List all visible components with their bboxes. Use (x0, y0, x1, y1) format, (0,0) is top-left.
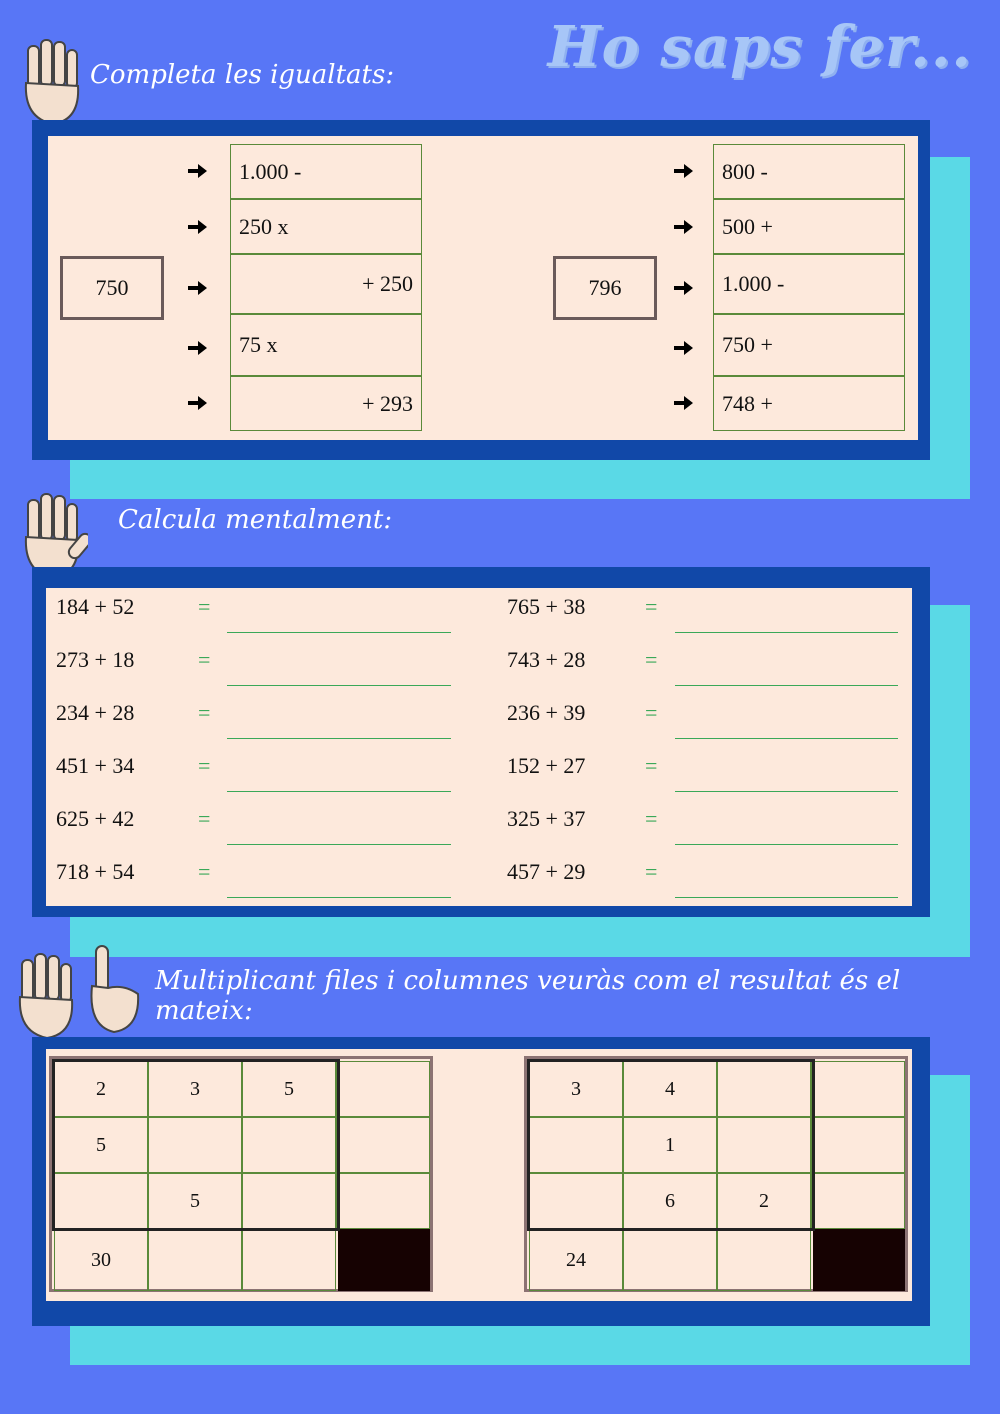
page-title: Ho saps fer... (547, 14, 972, 80)
arrow-right-icon (672, 340, 694, 356)
arrow-right-icon (186, 280, 208, 296)
multiplication-grid (524, 1056, 908, 1292)
grid-cell[interactable] (148, 1117, 242, 1173)
cell-text: 500 + (722, 213, 773, 239)
answer-line[interactable] (675, 738, 898, 739)
equals-sign: = (198, 700, 211, 725)
equals-sign: = (198, 753, 211, 778)
right-start-box: 796 (553, 256, 657, 320)
grid-cell: 5 (148, 1173, 242, 1229)
equals-sign: = (198, 647, 211, 672)
expression-left: 273 + 18 (56, 647, 135, 672)
grid-cell[interactable] (623, 1229, 717, 1291)
grid-cell[interactable] (148, 1229, 242, 1291)
cell-text: 750 + (722, 332, 773, 357)
expression-right: 743 + 28 (507, 647, 586, 672)
grid-cell[interactable] (811, 1117, 905, 1173)
left-answer-cell[interactable] (230, 314, 422, 376)
blank-corner-cell (338, 1229, 430, 1291)
grid-cell[interactable] (717, 1117, 811, 1173)
grid-cell[interactable] (529, 1173, 623, 1229)
right-answer-cell[interactable] (713, 376, 905, 431)
multiplication-grid (49, 1056, 433, 1292)
arrow-right-icon (672, 395, 694, 411)
left-answer-cell[interactable] (230, 376, 422, 431)
expression-right: 152 + 27 (507, 753, 586, 778)
answer-line[interactable] (675, 897, 898, 898)
equals-sign: = (645, 647, 658, 672)
grid-cell[interactable] (717, 1229, 811, 1291)
equals-sign: = (198, 859, 211, 884)
expression-left: 718 + 54 (56, 859, 135, 884)
answer-line[interactable] (227, 844, 451, 845)
answer-line[interactable] (227, 791, 451, 792)
cell-text: 800 - (722, 158, 768, 184)
answer-line[interactable] (675, 632, 898, 633)
answer-line[interactable] (227, 632, 451, 633)
grid-cell[interactable] (811, 1173, 905, 1229)
equals-sign: = (198, 594, 211, 619)
answer-line[interactable] (227, 897, 451, 898)
grid-cell: 1 (623, 1117, 717, 1173)
grid-cell[interactable] (242, 1117, 336, 1173)
arrow-right-icon (186, 395, 208, 411)
right-answer-cell[interactable] (713, 199, 905, 254)
grid-cell[interactable] (242, 1173, 336, 1229)
expression-left: 184 + 52 (56, 594, 135, 619)
cell-text: 250 x (239, 213, 289, 239)
cell-text: 1.000 - (239, 158, 302, 184)
grid-cell: 30 (54, 1229, 148, 1291)
arrow-right-icon (672, 280, 694, 296)
hand-four-icon (18, 38, 88, 128)
right-answer-cell[interactable] (713, 254, 905, 314)
cell-text: 75 x (239, 332, 278, 357)
section2-panel (46, 588, 912, 906)
grid-cell: 3 (148, 1061, 242, 1117)
equals-sign: = (645, 859, 658, 884)
grid-cell[interactable] (54, 1173, 148, 1229)
grid-cell: 24 (529, 1229, 623, 1291)
arrow-right-icon (186, 163, 208, 179)
blank-corner-cell (813, 1229, 905, 1291)
left-answer-cell[interactable] (230, 144, 422, 199)
left-start-box: 750 (60, 256, 164, 320)
grid-cell[interactable] (242, 1229, 336, 1291)
arrow-right-icon (672, 163, 694, 179)
expression-left: 625 + 42 (56, 806, 135, 831)
arrow-right-icon (186, 219, 208, 235)
grid-cell: 2 (54, 1061, 148, 1117)
hand-one-icon (84, 944, 144, 1036)
section2-label: Calcula mentalment: (118, 505, 393, 535)
expression-right: 325 + 37 (507, 806, 586, 831)
answer-line[interactable] (227, 738, 451, 739)
grid-cell[interactable] (336, 1117, 430, 1173)
section3-label: Multiplicant files i columnes veuràs com el resultat és el mateix: (155, 966, 901, 1026)
grid-cell: 4 (623, 1061, 717, 1117)
expression-right: 457 + 29 (507, 859, 586, 884)
section1-label: Completa les igualtats: (90, 60, 395, 90)
answer-line[interactable] (675, 791, 898, 792)
equals-sign: = (645, 806, 658, 831)
grid-cell: 2 (717, 1173, 811, 1229)
answer-line[interactable] (227, 685, 451, 686)
left-answer-cell[interactable] (230, 254, 422, 314)
grid-cell: 3 (529, 1061, 623, 1117)
expression-right: 236 + 39 (507, 700, 586, 725)
equals-sign: = (198, 806, 211, 831)
right-answer-cell[interactable] (713, 144, 905, 199)
expression-left: 451 + 34 (56, 753, 135, 778)
left-answer-cell[interactable] (230, 199, 422, 254)
grid-cell[interactable] (336, 1061, 430, 1117)
hand-five-icon (12, 952, 82, 1042)
grid-cell[interactable] (529, 1117, 623, 1173)
grid-cell: 6 (623, 1173, 717, 1229)
cell-text: + 250 (362, 271, 413, 296)
grid-cell[interactable] (811, 1061, 905, 1117)
arrow-right-icon (672, 219, 694, 235)
equals-sign: = (645, 700, 658, 725)
cell-text: 748 + (722, 390, 773, 416)
cell-text: 1.000 - (722, 271, 785, 296)
grid-cell: 5 (54, 1117, 148, 1173)
answer-line[interactable] (675, 844, 898, 845)
grid-cell[interactable] (717, 1061, 811, 1117)
expression-left: 234 + 28 (56, 700, 135, 725)
equals-sign: = (645, 594, 658, 619)
right-answer-cell[interactable] (713, 314, 905, 376)
expression-right: 765 + 38 (507, 594, 586, 619)
arrow-right-icon (186, 340, 208, 356)
grid-cell[interactable] (336, 1173, 430, 1229)
grid-cell: 5 (242, 1061, 336, 1117)
equals-sign: = (645, 753, 658, 778)
cell-text: + 293 (362, 390, 413, 416)
answer-line[interactable] (675, 685, 898, 686)
